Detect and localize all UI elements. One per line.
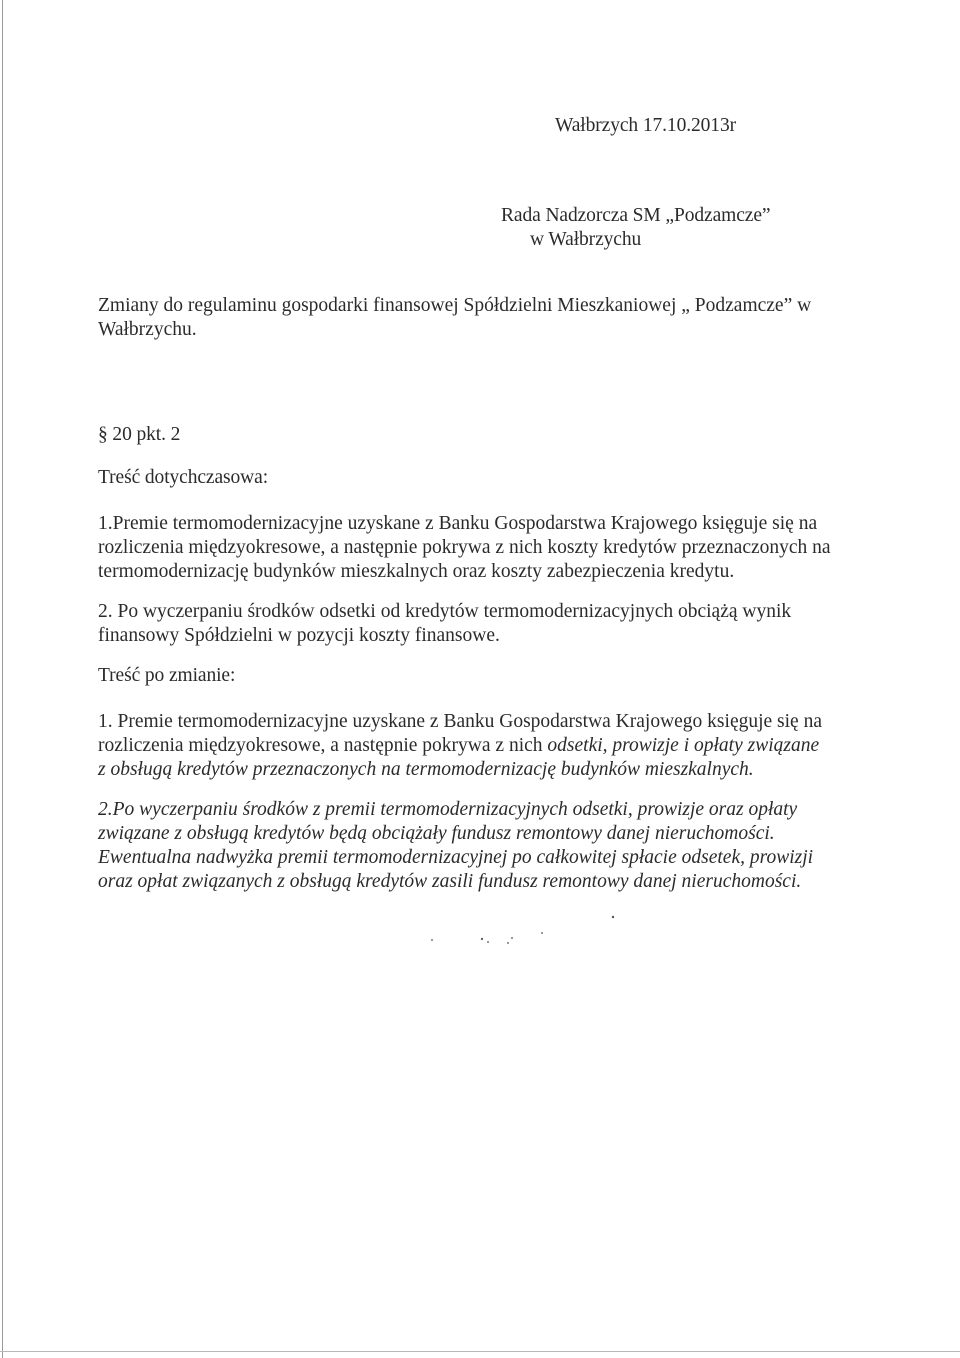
scan-specks (430, 915, 630, 955)
text-line: z obsługą kredytów przeznaczonych na termomodernizację budynków mieszkalnych. (98, 759, 754, 780)
subject-line-2: Wałbrzychu. (98, 319, 197, 340)
recipient-line-2: w Wałbrzychu (530, 229, 642, 250)
plain-span: rozliczenia międzyokresowe, a następnie pokrywa z nich (98, 735, 548, 756)
recipient-line-1: Rada Nadzorcza SM „Podzamcze” (501, 205, 771, 226)
date-line: Wałbrzych 17.10.2013r (555, 115, 736, 136)
text-line: 2. Po wyczerpaniu środków odsetki od kredytów termomodernizacyjnych obciążą wynik (98, 601, 792, 622)
text-line: finansowy Spółdzielni w pozycji koszty finansowe. (98, 625, 500, 646)
text-line: 1. Premie termomodernizacyjne uzyskane z Banku Gospodarstwa Krajowego księguje się na (98, 711, 822, 732)
previous-paragraph-2 (98, 600, 858, 648)
previous-paragraph-1 (98, 512, 858, 584)
text-line: Ewentualna nadwyżka premii termomodernizacyjnej po całkowitej spłacie odsetek, prowizji (98, 847, 814, 868)
changed-paragraph-1 (98, 710, 858, 782)
text-line: związane z obsługą kredytów będą obciążały fundusz remontowy danej nieruchomości. (98, 823, 775, 844)
text-line: 1.Premie termomodernizacyjne uzyskane z Banku Gospodarstwa Krajowego księguje się na (98, 513, 818, 534)
italic-span: odsetki, prowizje i opłaty związane (547, 735, 820, 756)
previous-heading: Treść dotychczasowa: (98, 467, 269, 488)
subject (98, 294, 858, 342)
text-line: oraz opłat związanych z obsługą kredytów zasili fundusz remontowy danej nieruchomości. (98, 871, 802, 892)
scan-edge-left (2, 0, 3, 1358)
changed-heading: Treść po zmianie: (98, 665, 236, 686)
text-line: 2.Po wyczerpaniu środków z premii termomodernizacyjnych odsetki, prowizje oraz opłaty (98, 799, 798, 820)
text-line: rozliczenia międzyokresowe, a następnie pokrywa z nich koszty kredytów przeznaczonych na (98, 537, 831, 558)
text-line (98, 734, 858, 758)
scan-edge-bottom (0, 1351, 960, 1352)
changed-paragraph-2 (98, 798, 858, 894)
text-line: termomodernizację budynków mieszkalnych oraz koszty zabezpieczenia kredytu. (98, 561, 735, 582)
section-reference: § 20 pkt. 2 (98, 424, 181, 445)
subject-line-1: Zmiany do regulaminu gospodarki finansowej Spółdzielni Mieszkaniowej „ Podzamcze” w (98, 295, 812, 316)
